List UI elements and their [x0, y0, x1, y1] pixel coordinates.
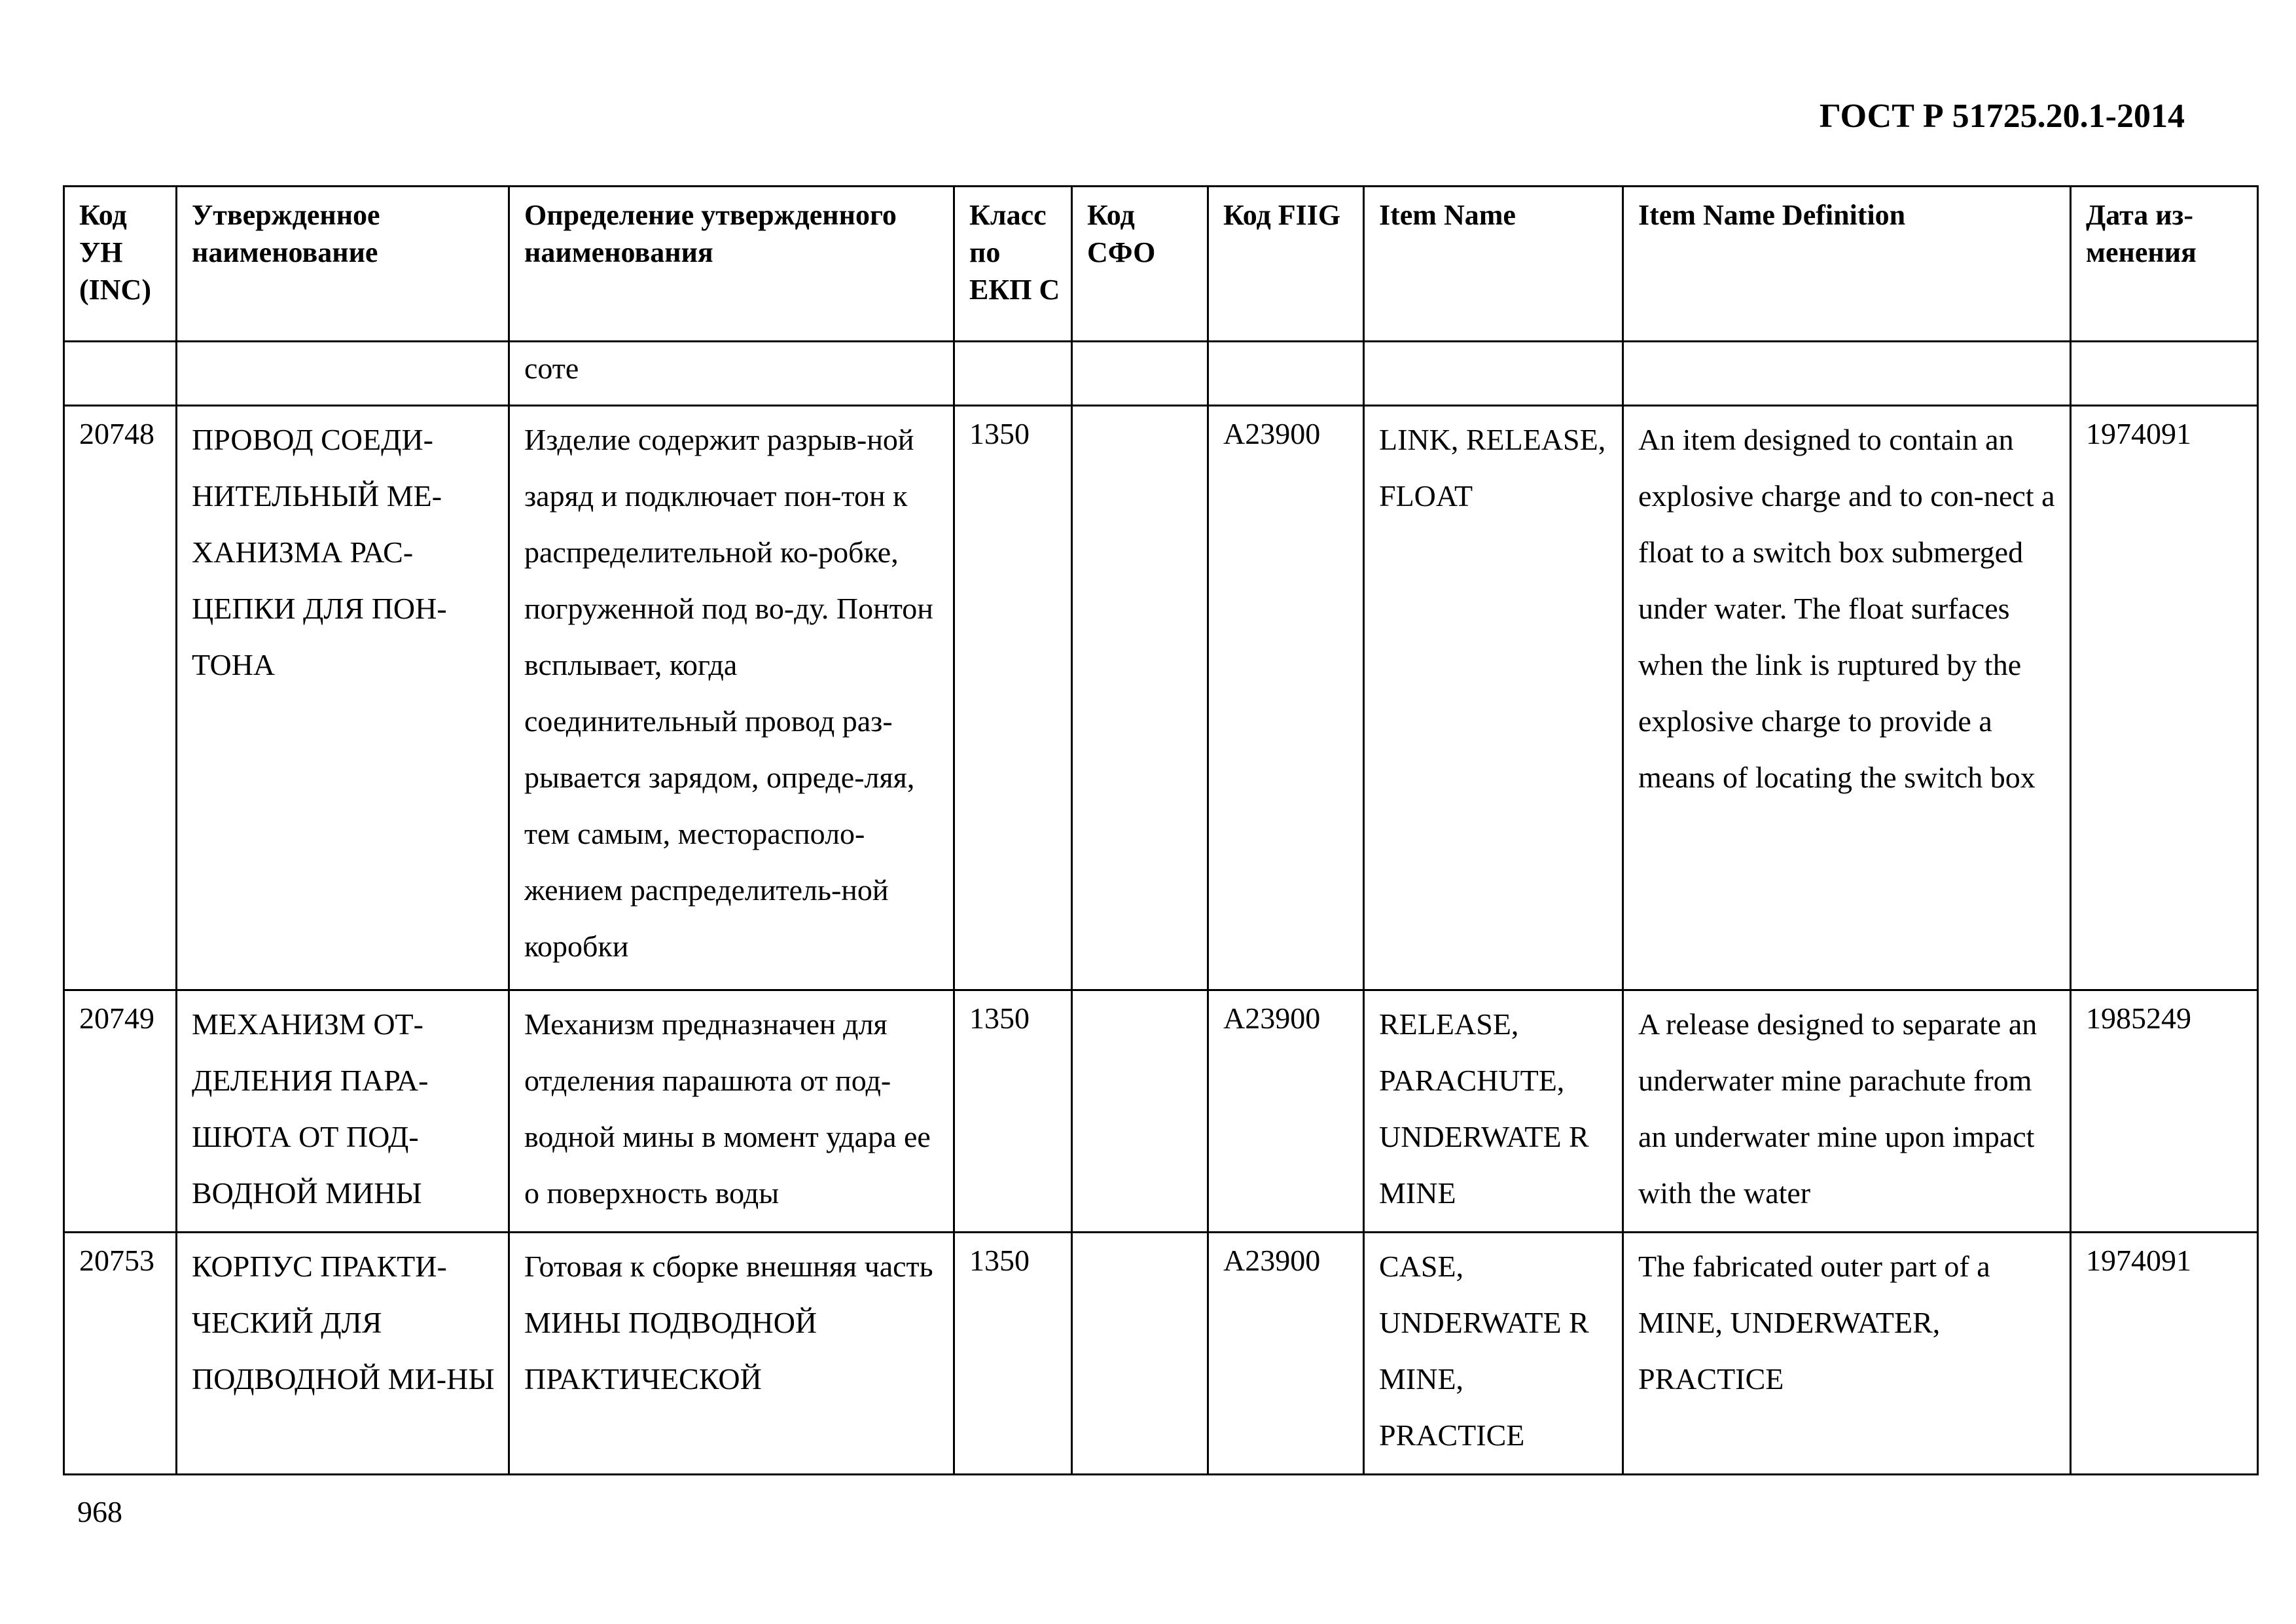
- change-date-cell: 1974091: [2071, 1233, 2258, 1475]
- document-title: ГОСТ Р 51725.20.1-2014: [1819, 98, 2185, 135]
- column-header-item-name: Item Name: [1364, 187, 1623, 342]
- continuation-row: [64, 342, 2258, 406]
- inc-code-cell: 20749: [64, 990, 177, 1233]
- table-row: [64, 406, 2258, 990]
- column-header-sfo-code: Код СФО: [1072, 187, 1208, 342]
- continuation-definition-cell: соте: [509, 342, 954, 406]
- column-header-name-definition: Определение утвержденного наименования: [509, 187, 954, 342]
- column-header-fiig-code: Код FIIG: [1208, 187, 1364, 342]
- fiig-code-cell: A23900: [1208, 1233, 1364, 1475]
- fiig-code-cell: A23900: [1208, 406, 1364, 990]
- item-definition-cell: An item designed to contain an explosive charge and to con-nect a float to a switch box submerged under water. The float surfaces when the link is ruptured by the explosive charge to provide a means of locating the switch box: [1623, 406, 2071, 990]
- sfo-code-cell: [1072, 1233, 1208, 1475]
- column-header-item-name-definition: Item Name Definition: [1623, 187, 2071, 342]
- class-cell: 1350: [954, 406, 1072, 990]
- change-date-cell: 1985249: [2071, 990, 2258, 1233]
- item-definition-cell: A release designed to separate an underwater mine parachute from an underwater mine upon impact with the water: [1623, 990, 2071, 1233]
- approved-name-cell: КОРПУС ПРАКТИ-ЧЕСКИЙ ДЛЯ ПОДВОДНОЙ МИ-НЫ: [177, 1233, 509, 1475]
- sfo-code-cell: [1072, 990, 1208, 1233]
- class-cell: 1350: [954, 1233, 1072, 1475]
- definition-cell: Механизм предназначен для отделения парашюта от под-водной мины в момент удара ее о поверхность воды: [509, 990, 954, 1233]
- fiig-code-cell: A23900: [1208, 990, 1364, 1233]
- item-name-cell: CASE, UNDERWATE R MINE, PRACTICE: [1364, 1233, 1623, 1475]
- approved-name-cell: МЕХАНИЗМ ОТ-ДЕЛЕНИЯ ПАРА-ШЮТА ОТ ПОД-ВОДНОЙ МИНЫ: [177, 990, 509, 1233]
- table-cell: [2071, 342, 2258, 406]
- item-name-cell: LINK, RELEASE, FLOAT: [1364, 406, 1623, 990]
- definition-cell: Готовая к сборке внешняя часть МИНЫ ПОДВОДНОЙ ПРАКТИЧЕСКОЙ: [509, 1233, 954, 1475]
- table-row: [64, 990, 2258, 1233]
- inc-code-cell: 20748: [64, 406, 177, 990]
- table-cell: [1208, 342, 1364, 406]
- table-cell: [1623, 342, 2071, 406]
- class-cell: 1350: [954, 990, 1072, 1233]
- item-name-cell: RELEASE, PARACHUTE, UNDERWATE R MINE: [1364, 990, 1623, 1233]
- column-header-class: Класс по ЕКП С: [954, 187, 1072, 342]
- approved-name-cell: ПРОВОД СОЕДИ-НИТЕЛЬНЫЙ МЕ-ХАНИЗМА РАС-ЦЕПКИ ДЛЯ ПОН-ТОНА: [177, 406, 509, 990]
- table-header-row: [64, 187, 2258, 342]
- page-number: 968: [77, 1495, 122, 1528]
- column-header-inc-code: Код УН (INC): [64, 187, 177, 342]
- change-date-cell: 1974091: [2071, 406, 2258, 990]
- column-header-change-date: Дата из-менения: [2071, 187, 2258, 342]
- table-row: [64, 1233, 2258, 1475]
- table-cell: [177, 342, 509, 406]
- table-cell: [1364, 342, 1623, 406]
- definition-cell: Изделие содержит разрыв-ной заряд и подключает пон-тон к распределительной ко-робке, погруженной под во-ду. Понтон всплывает, когда соединительный провод раз-рывается зарядом, опреде-ляя, тем самым, месторасполо-жением распределитель-ной коробки: [509, 406, 954, 990]
- table-cell: [64, 342, 177, 406]
- item-definition-cell: The fabricated outer part of a MINE, UNDERWATER, PRACTICE: [1623, 1233, 2071, 1475]
- sfo-code-cell: [1072, 406, 1208, 990]
- column-header-approved-name: Утвержденное наименование: [177, 187, 509, 342]
- table-cell: [954, 342, 1072, 406]
- table-cell: [1072, 342, 1208, 406]
- inc-code-cell: 20753: [64, 1233, 177, 1475]
- catalog-table: [63, 185, 2259, 1475]
